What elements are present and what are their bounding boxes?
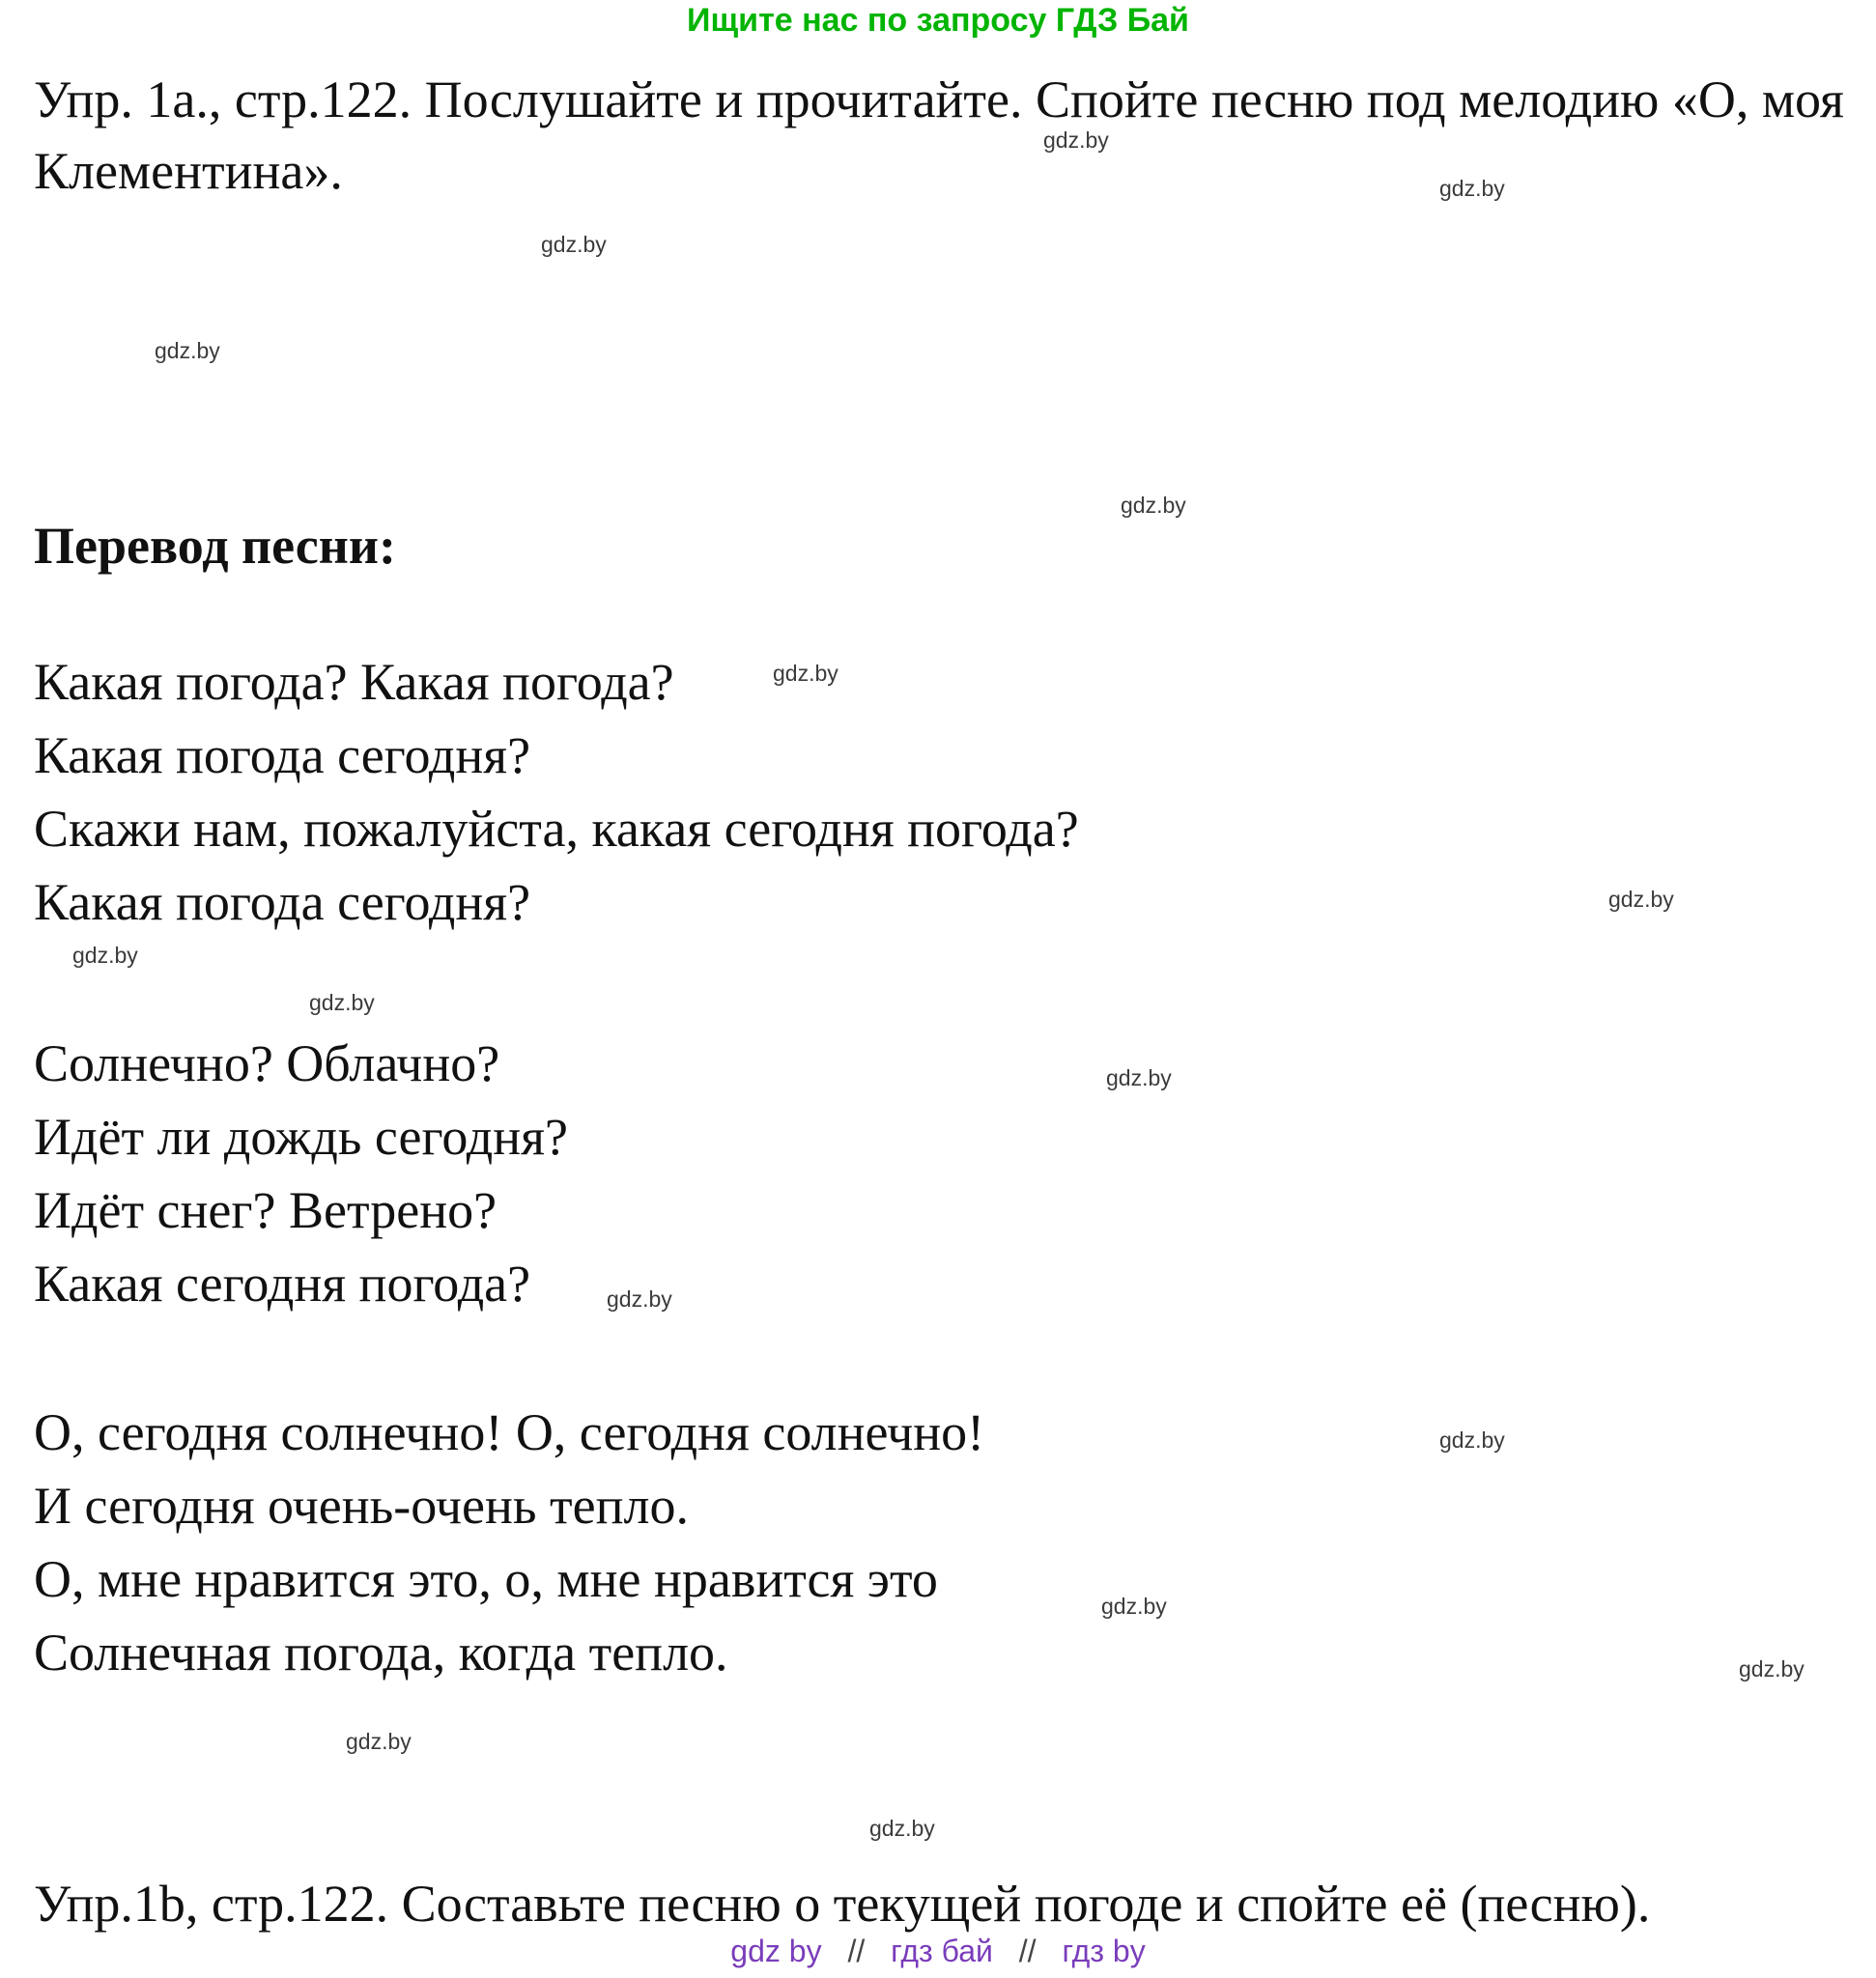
song-line: Какая погода? Какая погода? xyxy=(34,653,674,711)
watermark: gdz.by xyxy=(1439,1427,1505,1453)
exercise-1a-title: Упр. 1а., стр.122. Послушайте и прочитайте. Спойте песню под мелодию «О, моя Клементина». xyxy=(34,71,1844,200)
watermark: gdz.by xyxy=(1608,887,1674,912)
song-line: Какая погода сегодня? xyxy=(34,873,531,931)
song-line: Какая погода сегодня? xyxy=(34,726,531,784)
song-stanza-3 xyxy=(34,1396,984,1689)
watermark: gdz.by xyxy=(607,1286,672,1312)
song-line: Идёт снег? Ветрено? xyxy=(34,1181,497,1239)
footer-separator: // xyxy=(847,1934,866,1968)
footer-link[interactable]: гдз by xyxy=(1062,1934,1146,1968)
song-line: Солнечная погода, когда тепло. xyxy=(34,1624,728,1681)
footer-links xyxy=(0,1934,1876,1969)
watermark: gdz.by xyxy=(1043,127,1109,153)
song-stanza-2 xyxy=(34,1027,568,1320)
watermark: gdz.by xyxy=(773,661,839,686)
watermark: gdz.by xyxy=(1121,493,1186,518)
watermark: gdz.by xyxy=(155,338,220,363)
song-line: Идёт ли дождь сегодня? xyxy=(34,1108,568,1166)
song-line: И сегодня очень-очень тепло. xyxy=(34,1477,689,1535)
song-line: О, мне нравится это, о, мне нравится это xyxy=(34,1550,938,1608)
song-line: Какая сегодня погода? xyxy=(34,1255,531,1313)
watermark: gdz.by xyxy=(72,943,138,968)
watermark: gdz.by xyxy=(1101,1594,1167,1619)
footer-separator: // xyxy=(1018,1934,1037,1968)
promo-banner: Ищите нас по запросу ГДЗ Бай xyxy=(687,2,1189,39)
watermark: gdz.by xyxy=(869,1816,935,1841)
exercise-1b-title: Упр.1b, стр.122. Составьте песню о текущей погоде и спойте её (песню). xyxy=(34,1875,1651,1933)
song-line: О, сегодня солнечно! О, сегодня солнечно! xyxy=(34,1403,985,1461)
footer-link[interactable]: gdz by xyxy=(730,1934,822,1968)
footer-link[interactable]: гдз бай xyxy=(891,1934,993,1968)
watermark: gdz.by xyxy=(1439,176,1505,201)
song-stanza-1 xyxy=(34,645,1079,939)
watermark: gdz.by xyxy=(309,990,375,1015)
song-line: Скажи нам, пожалуйста, какая сегодня погода? xyxy=(34,800,1079,858)
watermark: gdz.by xyxy=(346,1729,412,1754)
song-line: Солнечно? Облачно? xyxy=(34,1034,500,1092)
watermark: gdz.by xyxy=(541,232,607,257)
watermark: gdz.by xyxy=(1106,1065,1172,1090)
translation-heading: Перевод песни: xyxy=(34,517,396,575)
watermark: gdz.by xyxy=(1739,1656,1805,1681)
